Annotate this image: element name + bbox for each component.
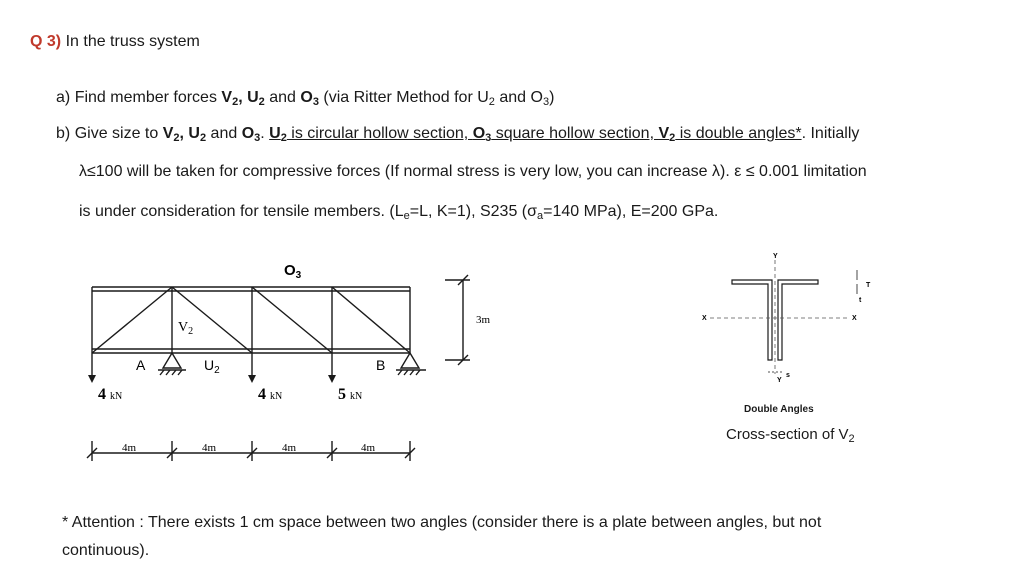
span-label-3: 4m: [282, 442, 297, 454]
dim-t-label: T: [866, 282, 871, 289]
diagonal-4: [332, 287, 410, 353]
height-label: 3m: [476, 314, 491, 326]
cross-section-figure: [690, 250, 890, 384]
part-b-line-3: is under consideration for tensile members. ($L_e=L$, K=1), S235 ($\sigma_a=140$ MPa), E=200 GPa.: [79, 203, 719, 222]
support-a-pin: [163, 353, 181, 368]
span-label-4: 4m: [361, 442, 376, 454]
load-label-3: 5 kN: [338, 386, 363, 403]
question-title: In the truss system: [65, 33, 200, 50]
axis-x-right: X: [852, 315, 857, 322]
support-b-label: B: [376, 357, 386, 373]
part-a: [56, 89, 554, 107]
question-label: Q 3): [30, 33, 62, 50]
axis-y-bottom: Y: [777, 377, 782, 384]
diagonal-1: [92, 287, 172, 353]
dim-s-label: s: [786, 372, 790, 379]
cross-section-caption: Cross-section of $V_2$: [726, 426, 855, 445]
support-b-pin: [401, 353, 419, 368]
diagonal-3: [252, 287, 332, 353]
part-a-marker: a): [56, 89, 71, 106]
part-b-line-1: [56, 125, 859, 143]
attention-note-line-1: * Attention : There exists 1 cm space between two angles (consider there is a plate between angles, but not: [62, 514, 822, 531]
part-b-line-2: λ≤100 will be taken for compressive forces (If normal stress is very low, you can increase λ). ε ≤ 0.001 limitation: [79, 163, 867, 180]
load-label-2: 4 kN: [258, 386, 283, 403]
right-angle: [778, 280, 818, 360]
attention-note-line-2: continuous).: [62, 542, 150, 559]
question-header: [30, 33, 200, 51]
part-b-text: Give size to $V_2$, $U_2$ and $O_3$. $U_2$ is circular hollow section, $O_3$ square hollow section, $V_2$ is double angles*. Initially: [74, 125, 860, 144]
member-o3-label: $O_3$: [284, 262, 302, 281]
axis-x-left: X: [702, 315, 707, 322]
axis-y-top: Y: [773, 253, 778, 260]
load-label-1: 4 kN: [98, 386, 123, 403]
truss-diagram: [70, 255, 590, 485]
part-b-marker: b): [56, 125, 71, 142]
dim-t-small-label: t: [859, 297, 862, 304]
member-v2-label: $V_2$: [178, 320, 194, 337]
support-a-label: A: [136, 357, 146, 373]
part-a-text: Find member forces $V_2$, $U_2$ and $O_3$ (via Ritter Method for $U_2$ and $O_3$): [74, 89, 555, 108]
member-u2-label: $U_2$: [204, 357, 220, 376]
span-label-2: 4m: [202, 442, 217, 454]
left-angle: [732, 280, 772, 360]
span-label-1: 4m: [122, 442, 137, 454]
double-angles-label: Double Angles: [744, 404, 814, 415]
